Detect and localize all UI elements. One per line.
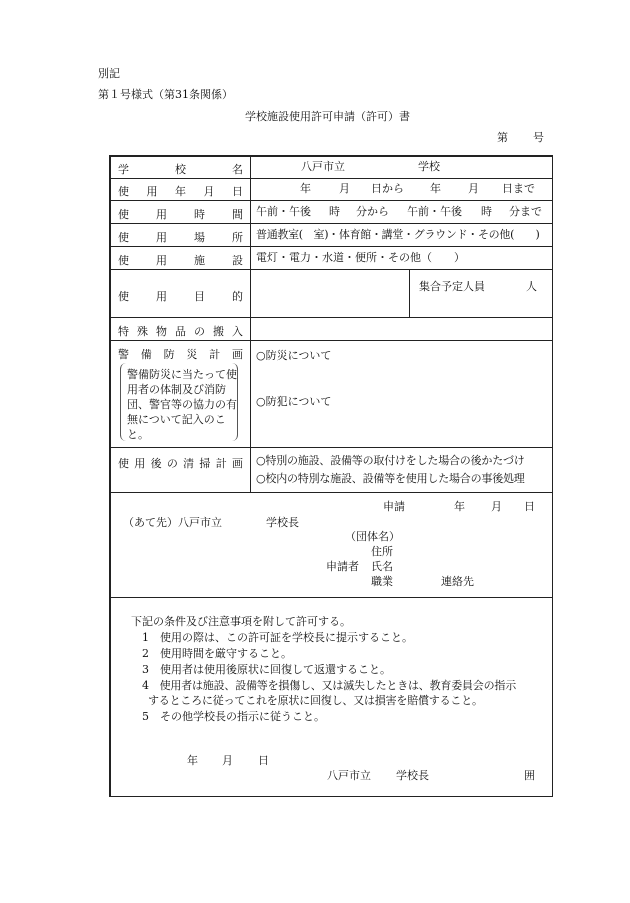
condition-2: 2 使用時間を厳守すること。 — [142, 647, 292, 660]
attendance-label: 集合予定人員 — [419, 280, 485, 293]
number-prefix: 第 — [497, 131, 508, 144]
contact-label: 連絡先 — [441, 575, 474, 588]
disaster-prevention: ○防災について — [256, 349, 332, 362]
name-label: 氏名 — [371, 560, 393, 573]
row-divider — [109, 178, 553, 179]
group-name-label: （団体名） — [345, 530, 400, 543]
label-cleanup: 使 用 後 の 清 掃 計 画 — [118, 457, 243, 470]
annex-label: 別記 — [98, 67, 120, 80]
attendance-unit: 人 — [526, 280, 537, 293]
attendance-divider — [409, 269, 410, 317]
occupation-label: 職業 — [371, 575, 393, 588]
date-to-month: 月 — [468, 182, 479, 195]
crime-prevention: ○防犯について — [256, 395, 332, 408]
label-special-items: 特 殊 物 品 の 搬 入 — [118, 325, 243, 338]
row-divider — [109, 340, 553, 341]
label-place: 使 用 場 所 — [118, 231, 243, 244]
row-divider — [109, 223, 553, 224]
condition-3: 3 使用者は使用後原状に回復して返還すること。 — [142, 663, 391, 676]
condition-4-cont: するところに従ってこれを原状に回復し、又は損害を賠償すること。 — [148, 694, 483, 707]
security-note: 警備防災に当たって使用者の体制及び消防団、警官等の協力の有無について記入のこと。 — [127, 368, 237, 441]
document-title: 学校施設使用許可申請（許可）書 — [245, 110, 410, 123]
issuer-principal: 学校長 — [396, 769, 429, 782]
permit-month: 月 — [222, 754, 233, 767]
addressee-principal: 学校長 — [266, 516, 299, 529]
time-to-period: 午前・午後 — [407, 205, 462, 218]
date-to-year: 年 — [430, 182, 441, 195]
school-suffix: 学校 — [418, 160, 440, 173]
form-number: 第１号様式（第31条関係） — [98, 88, 233, 101]
number-suffix: 号 — [533, 131, 544, 144]
addressee: （あて先）八戸市立 — [123, 516, 222, 529]
permit-day: 日 — [258, 754, 269, 767]
row-divider — [109, 492, 553, 493]
time-from-minute: 分から — [356, 205, 389, 218]
applied-day: 日 — [524, 500, 535, 513]
date-from-year: 年 — [300, 182, 311, 195]
label-security: 警 備 防 災 計 画 — [118, 348, 243, 361]
date-from-day: 日から — [371, 182, 404, 195]
condition-1: 1 使用の際は、この許可証を学校長に提示すること。 — [142, 631, 413, 644]
issuer-city: 八戸市立 — [327, 769, 371, 782]
time-to-hour: 時 — [481, 205, 492, 218]
row-divider — [109, 317, 553, 318]
table-left-border — [109, 155, 111, 797]
applied-month: 月 — [491, 500, 502, 513]
label-purpose: 使 用 目 的 — [118, 290, 243, 303]
label-date: 使 用 年 月 日 — [118, 185, 243, 198]
time-from-hour: 時 — [329, 205, 340, 218]
permission-intro: 下記の条件及び注意事項を附して許可する。 — [131, 615, 351, 628]
permit-year: 年 — [187, 754, 198, 767]
applicant-label: 申請者 — [326, 560, 359, 573]
place-options: 普通教室( 室)・体育館・講堂・グラウンド・その他( ) — [256, 228, 540, 241]
row-divider — [109, 246, 553, 247]
facility-options: 電灯・電力・水道・便所・その他（ ） — [256, 251, 465, 264]
date-from-month: 月 — [339, 182, 350, 195]
row-divider — [109, 447, 553, 448]
time-from-period: 午前・午後 — [256, 205, 311, 218]
label-column-divider — [250, 155, 251, 492]
label-time: 使 用 時 間 — [118, 208, 243, 221]
cleanup-line-2: ○校内の特別な施設、設備等を使用した場合の事後処理 — [256, 472, 525, 485]
row-divider — [109, 269, 553, 270]
applied-year: 年 — [454, 500, 465, 513]
date-to-day: 日まで — [502, 182, 535, 195]
applied-label: 申請 — [383, 500, 405, 513]
label-school: 学 校 名 — [118, 163, 243, 176]
address-label: 住所 — [371, 545, 393, 558]
cleanup-line-1: ○特別の施設、設備等の取付けをした場合の後かたづけ — [256, 454, 525, 467]
label-facility: 使 用 施 設 — [118, 254, 243, 267]
time-to-minute: 分まで — [509, 205, 542, 218]
row-divider — [109, 597, 553, 598]
row-divider — [109, 200, 553, 201]
condition-4: 4 使用者は施設、設備等を損傷し、又は滅失したときは、教育委員会の指示 — [142, 679, 516, 692]
condition-5: 5 その他学校長の指示に従うこと。 — [142, 710, 325, 723]
school-city: 八戸市立 — [301, 160, 345, 173]
table-top-border — [109, 155, 553, 157]
seal-mark: 囲 — [524, 769, 535, 782]
